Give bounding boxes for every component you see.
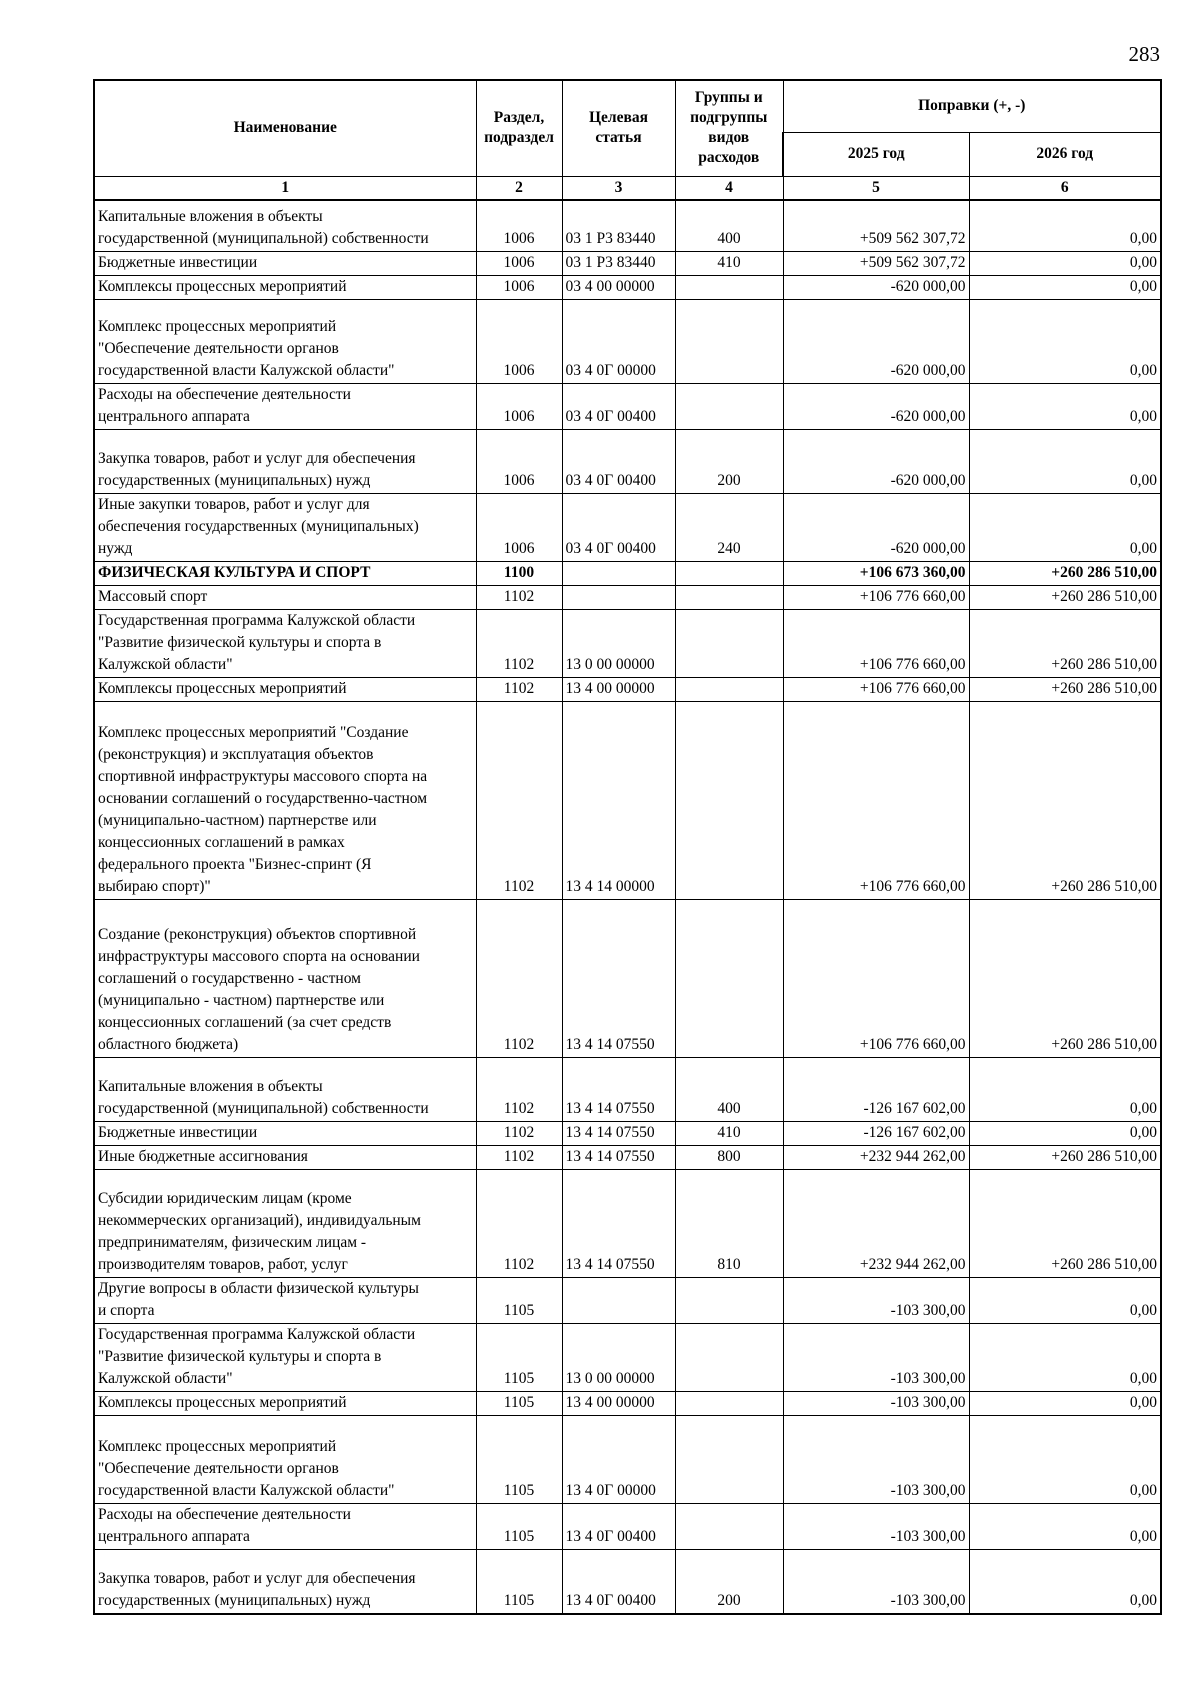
row-target: 13 4 14 07550 xyxy=(562,1146,675,1170)
row-group xyxy=(675,1324,783,1392)
row-amount-2026: 0,00 xyxy=(969,384,1161,430)
row-group: 200 xyxy=(675,1550,783,1614)
row-target: 03 4 00 00000 xyxy=(562,276,675,300)
table-row xyxy=(94,586,1161,610)
page-number: 283 xyxy=(1128,42,1160,66)
row-group xyxy=(675,1278,783,1324)
table-row xyxy=(94,900,1161,1058)
row-section: 1105 xyxy=(476,1550,562,1614)
row-amount-2026: 0,00 xyxy=(969,430,1161,494)
table-row xyxy=(94,562,1161,586)
row-name: Массовый спорт xyxy=(94,586,476,610)
table-row xyxy=(94,200,1161,252)
row-name: Другие вопросы в области физической культуры и спорта xyxy=(94,1278,476,1324)
row-name: Государственная программа Калужской области "Развитие физической культуры и спорта в Калужской области" xyxy=(94,1324,476,1392)
row-target: 03 4 0Г 00400 xyxy=(562,384,675,430)
row-amount-2025: -620 000,00 xyxy=(783,384,969,430)
table-header xyxy=(94,80,1161,200)
table-row xyxy=(94,610,1161,678)
row-group: 200 xyxy=(675,430,783,494)
row-group xyxy=(675,384,783,430)
row-group xyxy=(675,610,783,678)
row-amount-2026: 0,00 xyxy=(969,1324,1161,1392)
row-group xyxy=(675,300,783,384)
row-target: 03 4 0Г 00400 xyxy=(562,430,675,494)
row-target: 03 1 Р3 83440 xyxy=(562,252,675,276)
row-target: 13 4 14 00000 xyxy=(562,702,675,900)
table-row xyxy=(94,276,1161,300)
row-name: Закупка товаров, работ и услуг для обеспечения государственных (муниципальных) нужд xyxy=(94,430,476,494)
row-section: 1105 xyxy=(476,1504,562,1550)
row-amount-2026: 0,00 xyxy=(969,276,1161,300)
row-group xyxy=(675,586,783,610)
row-name: Комплексы процессных мероприятий xyxy=(94,276,476,300)
row-name: Иные бюджетные ассигнования xyxy=(94,1146,476,1170)
row-amount-2025: +106 776 660,00 xyxy=(783,900,969,1058)
row-name: Комплексы процессных мероприятий xyxy=(94,678,476,702)
header-year-2025: 2025 год xyxy=(783,132,969,176)
table-row xyxy=(94,300,1161,384)
row-section: 1102 xyxy=(476,610,562,678)
row-section: 1102 xyxy=(476,1146,562,1170)
row-amount-2026: +260 286 510,00 xyxy=(969,1146,1161,1170)
row-amount-2025: -103 300,00 xyxy=(783,1278,969,1324)
header-section: Раздел, подраздел xyxy=(476,80,562,176)
row-amount-2025: +509 562 307,72 xyxy=(783,252,969,276)
row-amount-2025: -620 000,00 xyxy=(783,276,969,300)
row-target: 13 4 14 07550 xyxy=(562,1122,675,1146)
row-target: 13 0 00 00000 xyxy=(562,610,675,678)
row-target: 13 4 14 07550 xyxy=(562,900,675,1058)
row-target: 13 4 0Г 00000 xyxy=(562,1416,675,1504)
row-target xyxy=(562,1278,675,1324)
row-target: 13 4 14 07550 xyxy=(562,1058,675,1122)
table-row xyxy=(94,1146,1161,1170)
row-section: 1006 xyxy=(476,494,562,562)
row-amount-2025: -103 300,00 xyxy=(783,1324,969,1392)
row-amount-2025: -103 300,00 xyxy=(783,1504,969,1550)
table-row xyxy=(94,1278,1161,1324)
row-amount-2026: 0,00 xyxy=(969,1416,1161,1504)
row-amount-2026: 0,00 xyxy=(969,1058,1161,1122)
table-row xyxy=(94,678,1161,702)
row-amount-2026: +260 286 510,00 xyxy=(969,586,1161,610)
row-amount-2026: 0,00 xyxy=(969,1122,1161,1146)
col-number: 6 xyxy=(969,176,1161,200)
row-amount-2026: +260 286 510,00 xyxy=(969,610,1161,678)
row-amount-2025: -103 300,00 xyxy=(783,1416,969,1504)
row-group xyxy=(675,276,783,300)
table-row xyxy=(94,1392,1161,1416)
table-row xyxy=(94,1058,1161,1122)
row-name: Комплекс процессных мероприятий "Создание (реконструкция) и эксплуатация объектов спортивной инфраструктуры массового спорта на основании соглашений о государственно-частном (муниципально-частном) партнерстве или концессионных соглашений в рамках федерального проекта "Бизнес-спринт (Я выбираю спорт)" xyxy=(94,702,476,900)
row-amount-2026: 0,00 xyxy=(969,1504,1161,1550)
row-group xyxy=(675,702,783,900)
row-amount-2025: +106 776 660,00 xyxy=(783,702,969,900)
row-amount-2025: -620 000,00 xyxy=(783,494,969,562)
table-row xyxy=(94,1170,1161,1278)
row-group xyxy=(675,678,783,702)
table-row xyxy=(94,494,1161,562)
row-amount-2026: 0,00 xyxy=(969,252,1161,276)
row-section: 1006 xyxy=(476,430,562,494)
row-amount-2026: +260 286 510,00 xyxy=(969,900,1161,1058)
row-target xyxy=(562,562,675,586)
row-name: Закупка товаров, работ и услуг для обеспечения государственных (муниципальных) нужд xyxy=(94,1550,476,1614)
row-section: 1102 xyxy=(476,1122,562,1146)
row-amount-2026: +260 286 510,00 xyxy=(969,1170,1161,1278)
table-row xyxy=(94,384,1161,430)
row-name: Комплексы процессных мероприятий xyxy=(94,1392,476,1416)
table-row xyxy=(94,1504,1161,1550)
row-section: 1006 xyxy=(476,276,562,300)
row-amount-2026: 0,00 xyxy=(969,200,1161,252)
row-amount-2025: +232 944 262,00 xyxy=(783,1146,969,1170)
row-amount-2026: 0,00 xyxy=(969,1550,1161,1614)
row-target: 03 4 0Г 00000 xyxy=(562,300,675,384)
row-group: 400 xyxy=(675,1058,783,1122)
row-name: ФИЗИЧЕСКАЯ КУЛЬТУРА И СПОРТ xyxy=(94,562,476,586)
row-group: 810 xyxy=(675,1170,783,1278)
row-name: Комплекс процессных мероприятий "Обеспечение деятельности органов государственной власти Калужской области" xyxy=(94,1416,476,1504)
row-name: Комплекс процессных мероприятий "Обеспечение деятельности органов государственной власти Калужской области" xyxy=(94,300,476,384)
table-row xyxy=(94,702,1161,900)
table-row xyxy=(94,252,1161,276)
row-amount-2026: +260 286 510,00 xyxy=(969,702,1161,900)
header-amendments: Поправки (+, -) xyxy=(783,80,1161,132)
row-amount-2025: -103 300,00 xyxy=(783,1550,969,1614)
row-target: 03 1 Р3 83440 xyxy=(562,200,675,252)
row-amount-2025: -103 300,00 xyxy=(783,1392,969,1416)
row-target: 13 0 00 00000 xyxy=(562,1324,675,1392)
row-section: 1102 xyxy=(476,1058,562,1122)
row-amount-2025: +106 673 360,00 xyxy=(783,562,969,586)
row-section: 1006 xyxy=(476,200,562,252)
row-group: 410 xyxy=(675,252,783,276)
row-name: Иные закупки товаров, работ и услуг для обеспечения государственных (муниципальных) нужд xyxy=(94,494,476,562)
row-name: Расходы на обеспечение деятельности центрального аппарата xyxy=(94,1504,476,1550)
table-body xyxy=(94,200,1161,1614)
row-amount-2026: +260 286 510,00 xyxy=(969,562,1161,586)
header-target: Целевая статья xyxy=(562,80,675,176)
row-name: Создание (реконструкция) объектов спортивной инфраструктуры массового спорта на основании соглашений о государственно - частном (муниципально - частном) партнерстве или концессионных соглашений (за счет средств областного бюджета) xyxy=(94,900,476,1058)
col-number: 3 xyxy=(562,176,675,200)
col-number: 4 xyxy=(675,176,783,200)
row-amount-2026: 0,00 xyxy=(969,1278,1161,1324)
row-amount-2026: 0,00 xyxy=(969,494,1161,562)
row-group xyxy=(675,1504,783,1550)
row-section: 1102 xyxy=(476,702,562,900)
row-amount-2026: 0,00 xyxy=(969,300,1161,384)
row-section: 1105 xyxy=(476,1392,562,1416)
row-section: 1105 xyxy=(476,1416,562,1504)
row-group xyxy=(675,900,783,1058)
row-section: 1100 xyxy=(476,562,562,586)
row-group xyxy=(675,1392,783,1416)
table-row xyxy=(94,1122,1161,1146)
header-name: Наименование xyxy=(94,80,476,176)
row-name: Бюджетные инвестиции xyxy=(94,1122,476,1146)
row-target: 13 4 0Г 00400 xyxy=(562,1504,675,1550)
row-target xyxy=(562,586,675,610)
row-amount-2025: -620 000,00 xyxy=(783,300,969,384)
row-target: 13 4 00 00000 xyxy=(562,1392,675,1416)
row-target: 13 4 0Г 00400 xyxy=(562,1550,675,1614)
row-amount-2025: +106 776 660,00 xyxy=(783,610,969,678)
budget-amendments-table xyxy=(93,79,1162,1615)
row-amount-2025: +232 944 262,00 xyxy=(783,1170,969,1278)
row-amount-2026: 0,00 xyxy=(969,1392,1161,1416)
col-number: 1 xyxy=(94,176,476,200)
row-section: 1105 xyxy=(476,1324,562,1392)
row-group: 240 xyxy=(675,494,783,562)
row-amount-2026: +260 286 510,00 xyxy=(969,678,1161,702)
row-target: 03 4 0Г 00400 xyxy=(562,494,675,562)
row-section: 1006 xyxy=(476,384,562,430)
row-amount-2025: +106 776 660,00 xyxy=(783,678,969,702)
row-section: 1102 xyxy=(476,1170,562,1278)
row-name: Капитальные вложения в объекты государственной (муниципальной) собственности xyxy=(94,1058,476,1122)
table-row xyxy=(94,430,1161,494)
row-section: 1102 xyxy=(476,678,562,702)
row-amount-2025: -126 167 602,00 xyxy=(783,1122,969,1146)
table-row xyxy=(94,1324,1161,1392)
table-row xyxy=(94,1550,1161,1614)
row-section: 1102 xyxy=(476,586,562,610)
row-section: 1006 xyxy=(476,300,562,384)
row-name: Бюджетные инвестиции xyxy=(94,252,476,276)
row-name: Расходы на обеспечение деятельности центрального аппарата xyxy=(94,384,476,430)
row-section: 1006 xyxy=(476,252,562,276)
row-group: 400 xyxy=(675,200,783,252)
row-target: 13 4 14 07550 xyxy=(562,1170,675,1278)
col-number: 2 xyxy=(476,176,562,200)
row-name: Государственная программа Калужской области "Развитие физической культуры и спорта в Калужской области" xyxy=(94,610,476,678)
row-group xyxy=(675,1416,783,1504)
row-name: Субсидии юридическим лицам (кроме некоммерческих организаций), индивидуальным предпринимателям, физическим лицам - производителям товаров, работ, услуг xyxy=(94,1170,476,1278)
row-group: 800 xyxy=(675,1146,783,1170)
row-group xyxy=(675,562,783,586)
header-groups: Группы и подгруппы видов расходов xyxy=(675,80,783,176)
row-group: 410 xyxy=(675,1122,783,1146)
row-section: 1105 xyxy=(476,1278,562,1324)
row-target: 13 4 00 00000 xyxy=(562,678,675,702)
table-row xyxy=(94,1416,1161,1504)
row-section: 1102 xyxy=(476,900,562,1058)
row-amount-2025: +106 776 660,00 xyxy=(783,586,969,610)
header-year-2026: 2026 год xyxy=(969,132,1161,176)
row-name: Капитальные вложения в объекты государственной (муниципальной) собственности xyxy=(94,200,476,252)
row-amount-2025: -126 167 602,00 xyxy=(783,1058,969,1122)
col-number: 5 xyxy=(783,176,969,200)
row-amount-2025: +509 562 307,72 xyxy=(783,200,969,252)
row-amount-2025: -620 000,00 xyxy=(783,430,969,494)
